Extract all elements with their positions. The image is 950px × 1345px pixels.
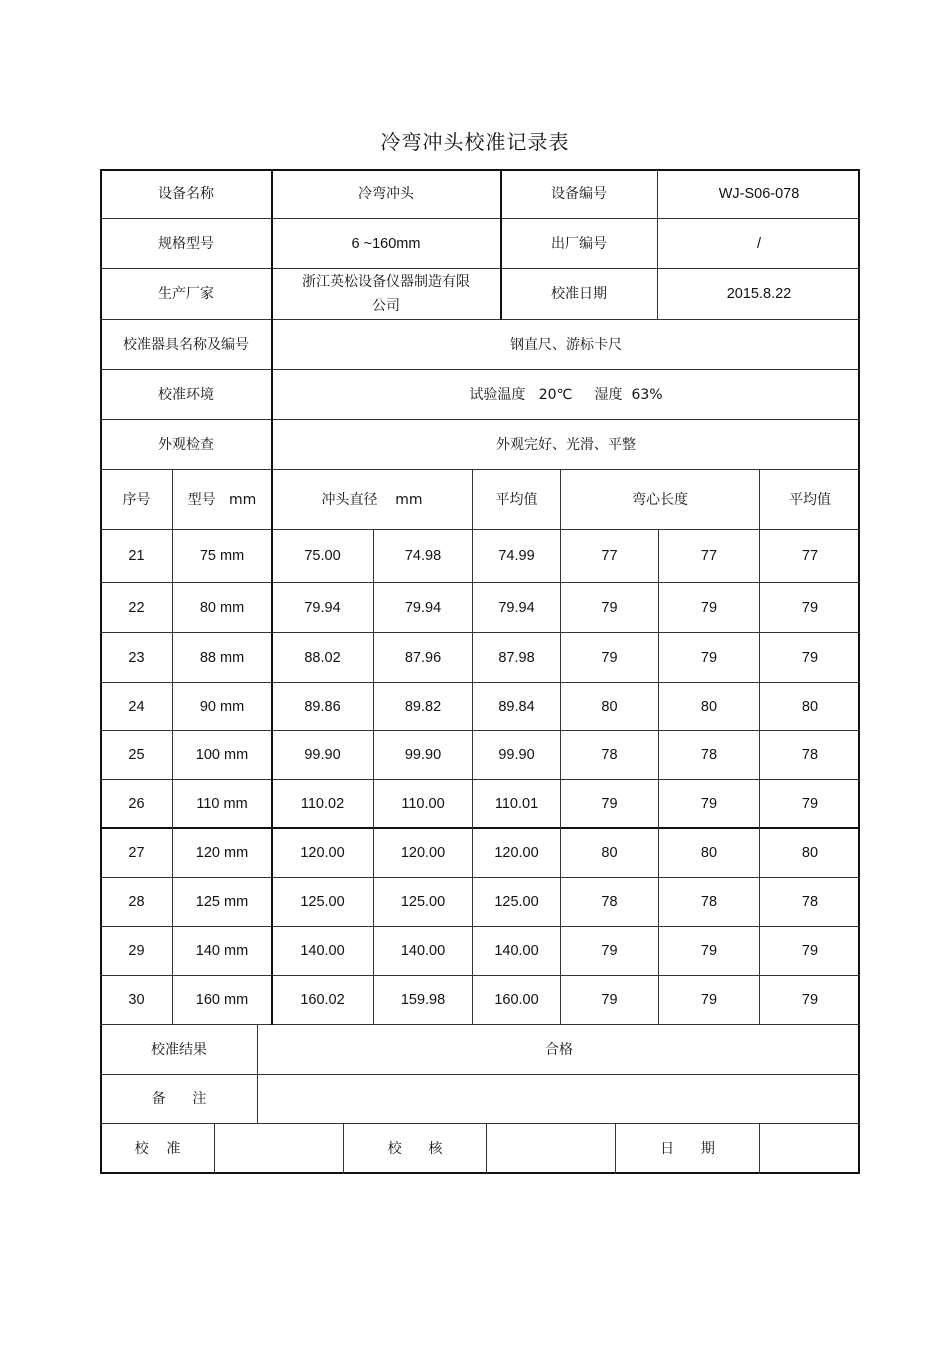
cell-model: 100 mm bbox=[195, 747, 249, 763]
cell-b2: 79 bbox=[700, 795, 718, 812]
cell-davg: 120.00 bbox=[494, 844, 539, 861]
cell-b1: 78 bbox=[601, 747, 618, 763]
cell-b2: 79 bbox=[700, 992, 718, 1008]
cell-b2: 80 bbox=[700, 698, 718, 715]
cell-model: 140 mm bbox=[195, 943, 249, 959]
factory-no: / bbox=[756, 235, 762, 252]
cell-davg: 89.84 bbox=[498, 698, 535, 715]
cell-d2: 110.00 bbox=[401, 795, 445, 812]
cell-model: 160 mm bbox=[195, 992, 249, 1008]
cell-model: 125 mm bbox=[195, 894, 249, 910]
cell-bavg: 79 bbox=[801, 943, 819, 959]
calibration-date-label: 校准日期 bbox=[551, 286, 607, 302]
spec: 6 ~160mm bbox=[351, 235, 421, 252]
cell-b2: 80 bbox=[700, 844, 718, 861]
device-name-label: 设备名称 bbox=[158, 186, 214, 202]
remark-label: 备 注 bbox=[151, 1091, 207, 1107]
cell-bavg: 78 bbox=[801, 894, 819, 910]
page-title: 冷弯冲头校准记录表 bbox=[380, 130, 570, 154]
environment-label: 校准环境 bbox=[158, 386, 214, 403]
cell-d1: 110.02 bbox=[300, 795, 345, 812]
cell-d1: 99.90 bbox=[304, 747, 341, 763]
cell-bavg: 80 bbox=[801, 698, 819, 715]
maker-label: 生产厂家 bbox=[158, 286, 214, 302]
appearance-label: 外观检查 bbox=[158, 436, 214, 453]
cell-davg: 140.00 bbox=[494, 943, 539, 959]
cell-seq: 23 bbox=[128, 649, 145, 666]
maker-line-1: 浙江英松设备仪器制造有限 bbox=[302, 274, 470, 290]
cell-b1: 79 bbox=[601, 795, 618, 812]
cell-seq: 28 bbox=[128, 894, 145, 910]
col-header-avg-diameter: 平均值 bbox=[495, 491, 538, 508]
cell-model: 80 mm bbox=[199, 599, 245, 616]
col-header-bend-length: 弯心长度 bbox=[632, 491, 688, 508]
cell-davg: 125.00 bbox=[494, 894, 539, 910]
checker-label: 校 核 bbox=[387, 1141, 443, 1157]
cell-model: 110 mm bbox=[196, 795, 248, 812]
cell-d2: 87.96 bbox=[404, 649, 442, 666]
cell-b1: 80 bbox=[601, 698, 618, 715]
cell-b1: 77 bbox=[601, 548, 618, 564]
cell-d2: 74.98 bbox=[404, 548, 442, 564]
cell-seq: 30 bbox=[128, 992, 145, 1008]
cell-seq: 22 bbox=[128, 599, 145, 616]
cell-b2: 79 bbox=[700, 649, 718, 666]
cell-bavg: 77 bbox=[801, 548, 819, 564]
cell-model: 120 mm bbox=[195, 844, 249, 861]
cell-b1: 80 bbox=[601, 844, 618, 861]
tools-label: 校准器具名称及编号 bbox=[123, 336, 249, 353]
cell-d1: 160.02 bbox=[300, 992, 345, 1008]
cell-model: 88 mm bbox=[199, 649, 245, 666]
factory-no-label: 出厂编号 bbox=[551, 235, 607, 252]
cell-bavg: 80 bbox=[801, 844, 819, 861]
calibrator bbox=[215, 1124, 343, 1174]
cell-d2: 125.00 bbox=[400, 894, 446, 910]
tools: 钢直尺、游标卡尺 bbox=[510, 336, 622, 353]
cell-bavg: 79 bbox=[801, 599, 819, 616]
calibration-date: 2015.8.22 bbox=[726, 286, 792, 302]
appearance: 外观完好、光滑、平整 bbox=[496, 436, 636, 453]
maker-line-2: 公司 bbox=[372, 298, 400, 314]
checker bbox=[487, 1124, 615, 1174]
cell-d1: 89.86 bbox=[304, 698, 341, 715]
result-label: 校准结果 bbox=[151, 1041, 207, 1058]
device-name: 冷弯冲头 bbox=[358, 186, 414, 202]
cell-b1: 79 bbox=[601, 599, 618, 616]
cell-seq: 26 bbox=[128, 795, 145, 812]
cell-b2: 79 bbox=[700, 599, 718, 616]
cell-model: 90 mm bbox=[199, 698, 245, 715]
calibrator-label: 校 准 bbox=[134, 1141, 181, 1157]
cell-bavg: 79 bbox=[801, 795, 819, 812]
cell-b1: 79 bbox=[601, 649, 618, 666]
cell-d2: 140.00 bbox=[400, 943, 446, 959]
cell-d1: 75.00 bbox=[304, 548, 341, 564]
remark bbox=[258, 1075, 860, 1123]
spec-label: 规格型号 bbox=[158, 235, 214, 252]
cell-d1: 79.94 bbox=[304, 599, 341, 616]
cell-seq: 24 bbox=[128, 698, 145, 715]
cell-davg: 110.01 bbox=[494, 795, 539, 812]
cell-seq: 25 bbox=[128, 747, 145, 763]
environment: 试验温度 20℃ 湿度 63% bbox=[469, 386, 663, 403]
cell-bavg: 79 bbox=[801, 992, 819, 1008]
cell-davg: 160.00 bbox=[494, 992, 539, 1008]
maker bbox=[272, 269, 500, 319]
cell-davg: 74.99 bbox=[498, 548, 535, 564]
cell-b1: 79 bbox=[601, 943, 618, 959]
cell-seq: 21 bbox=[128, 548, 145, 564]
result: 合格 bbox=[545, 1041, 573, 1058]
cell-d1: 140.00 bbox=[300, 943, 345, 959]
cell-d2: 99.90 bbox=[404, 747, 442, 763]
cell-b2: 79 bbox=[700, 943, 718, 959]
cell-davg: 99.90 bbox=[498, 747, 535, 763]
cell-d1: 120.00 bbox=[300, 844, 345, 861]
cell-d2: 89.82 bbox=[404, 698, 442, 715]
cell-b2: 78 bbox=[700, 894, 718, 910]
cell-seq: 29 bbox=[128, 943, 145, 959]
cell-d2: 159.98 bbox=[400, 992, 446, 1008]
cell-b1: 79 bbox=[601, 992, 618, 1008]
cell-bavg: 78 bbox=[801, 747, 819, 763]
cell-d2: 79.94 bbox=[404, 599, 442, 616]
footer-date-label: 日 期 bbox=[660, 1141, 715, 1157]
cell-b2: 78 bbox=[700, 747, 718, 763]
cell-bavg: 79 bbox=[801, 649, 819, 666]
cell-d1: 125.00 bbox=[300, 894, 345, 910]
col-header-seq: 序号 bbox=[122, 491, 151, 508]
device-no: WJ-S06-078 bbox=[718, 186, 800, 202]
cell-d2: 120.00 bbox=[400, 844, 446, 861]
cell-seq: 27 bbox=[128, 844, 145, 861]
cell-model: 75 mm bbox=[199, 548, 245, 564]
cell-d1: 88.02 bbox=[304, 649, 341, 666]
cell-b1: 78 bbox=[601, 894, 618, 910]
col-header-model: 型号 mm bbox=[187, 491, 257, 508]
device-no-label: 设备编号 bbox=[551, 186, 607, 202]
footer-date bbox=[760, 1124, 860, 1174]
col-header-avg-bend: 平均值 bbox=[789, 491, 831, 508]
cell-davg: 79.94 bbox=[498, 599, 535, 616]
cell-b2: 77 bbox=[700, 548, 718, 564]
cell-davg: 87.98 bbox=[498, 649, 535, 666]
col-header-diameter: 冲头直径 mm bbox=[321, 491, 423, 508]
